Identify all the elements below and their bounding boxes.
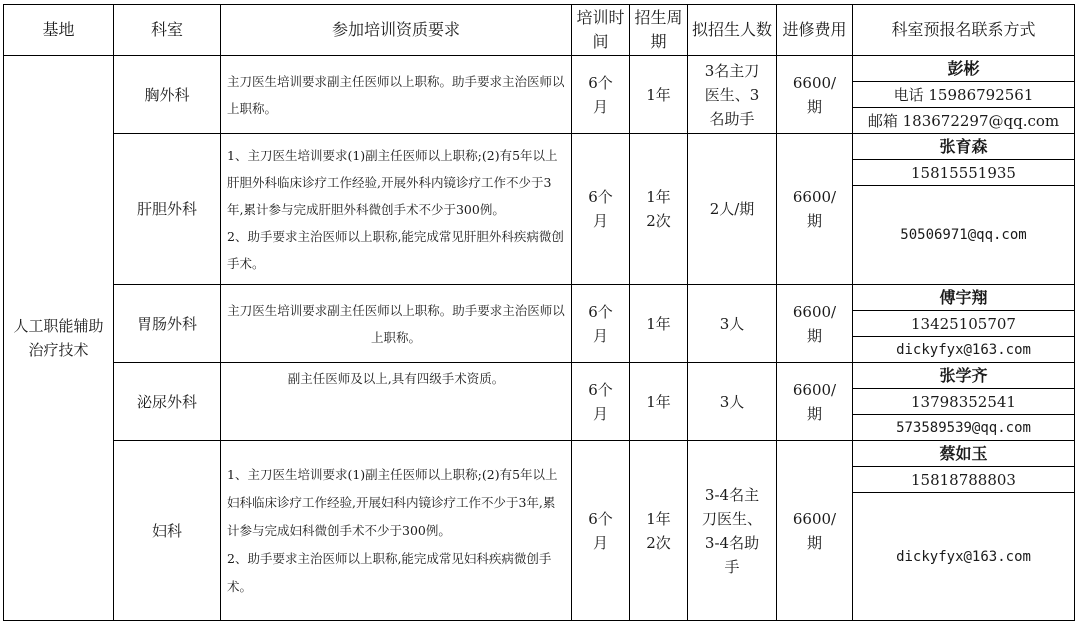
requirement-text: 主刀医生培训要求副主任医师以上职称。助手要求主治医师以上职称。 <box>227 73 565 116</box>
cycle-cell: 1年2次 <box>630 441 688 621</box>
contact-phone: 13798352541 <box>853 389 1075 415</box>
fee-cell: 6600/期 <box>777 441 853 621</box>
contact-phone: 15818788803 <box>853 467 1075 493</box>
training-time-cell: 6个月 <box>572 134 630 285</box>
contact-email: dickyfyx@163.com <box>853 337 1075 363</box>
table-row <box>4 285 1075 311</box>
requirement-text: 副主任医师及以上,具有四级手术资质。 <box>287 371 505 386</box>
contact-email: 邮箱 183672297@qq.com <box>853 108 1075 134</box>
header-contact: 科室预报名联系方式 <box>853 5 1075 56</box>
requirement-text: 1、主刀医生培训要求(1)副主任医师以上职称;(2)有5年以上妇科临床诊疗工作经验,开展妇科内镜诊疗工作不少于3年,累计参与完成妇科微创手术不少于300例。 <box>227 466 558 538</box>
dept-cell: 肝胆外科 <box>114 134 221 285</box>
dept-cell: 胸外科 <box>114 56 221 134</box>
table-row <box>4 441 1075 467</box>
contact-phone: 13425105707 <box>853 311 1075 337</box>
cycle-cell: 1年 <box>630 285 688 363</box>
requirements-cell <box>221 285 572 363</box>
training-time-cell: 6个月 <box>572 56 630 134</box>
planned-cell: 2人/期 <box>688 134 777 285</box>
requirements-cell <box>221 441 572 621</box>
fee-cell: 6600/期 <box>777 285 853 363</box>
requirements-cell <box>221 56 572 134</box>
header-base: 基地 <box>4 5 114 56</box>
requirements-cell <box>221 134 572 285</box>
fee-cell: 6600/期 <box>777 134 853 285</box>
fee-cell: 6600/期 <box>777 56 853 134</box>
header-training-time: 培训时间 <box>572 5 630 56</box>
planned-cell: 3名主刀医生、3名助手 <box>688 56 777 134</box>
fee-cell: 6600/期 <box>777 363 853 441</box>
planned-cell: 3人 <box>688 363 777 441</box>
contact-phone: 电话 15986792561 <box>853 82 1075 108</box>
header-planned: 拟招生人数 <box>688 5 777 56</box>
requirement-text: 2、助手要求主治医师以上职称,能完成常见妇科疾病微创手术。 <box>227 550 552 594</box>
contact-name: 张学齐 <box>853 363 1075 389</box>
dept-cell: 泌尿外科 <box>114 363 221 441</box>
base-name-cell: 人工职能辅助治疗技术 <box>4 56 114 621</box>
training-time-cell: 6个月 <box>572 363 630 441</box>
header-fee: 进修费用 <box>777 5 853 56</box>
contact-name: 彭彬 <box>853 56 1075 82</box>
header-cycle: 招生周期 <box>630 5 688 56</box>
cycle-cell: 1年2次 <box>630 134 688 285</box>
header-requirements: 参加培训资质要求 <box>221 5 572 56</box>
contact-email: 573589539@qq.com <box>853 415 1075 441</box>
header-row <box>4 5 1075 56</box>
planned-cell: 3-4名主刀医生、3-4名助手 <box>688 441 777 621</box>
planned-cell: 3人 <box>688 285 777 363</box>
contact-phone: 15815551935 <box>853 160 1075 186</box>
requirement-text: 2、助手要求主治医师以上职称,能完成常见肝胆外科疾病微创手术。 <box>227 228 564 271</box>
dept-cell: 胃肠外科 <box>114 285 221 363</box>
requirement-text: 主刀医生培训要求副主任医师以上职称。助手要求主治医师以上职称。 <box>227 302 565 345</box>
table-row <box>4 134 1075 160</box>
contact-name: 傅宇翔 <box>853 285 1075 311</box>
cycle-cell: 1年 <box>630 363 688 441</box>
training-time-cell: 6个月 <box>572 441 630 621</box>
training-table-frame <box>3 4 1075 621</box>
training-time-cell: 6个月 <box>572 285 630 363</box>
contact-name: 张育森 <box>853 134 1075 160</box>
dept-cell: 妇科 <box>114 441 221 621</box>
contact-email: 50506971@qq.com <box>853 186 1075 285</box>
header-dept: 科室 <box>114 5 221 56</box>
cycle-cell: 1年 <box>630 56 688 134</box>
contact-name: 蔡如玉 <box>853 441 1075 467</box>
contact-email: dickyfyx@163.com <box>853 493 1075 621</box>
training-table <box>3 4 1075 621</box>
table-row <box>4 56 1075 82</box>
requirements-cell <box>221 363 572 441</box>
table-row <box>4 363 1075 389</box>
requirement-text: 1、主刀医生培训要求(1)副主任医师以上职称;(2)有5年以上肝胆外科临床诊疗工作经验,开展外科内镜诊疗工作不少于3年,累计参与完成肝胆外科微创手术不少于300例。 <box>227 147 558 217</box>
